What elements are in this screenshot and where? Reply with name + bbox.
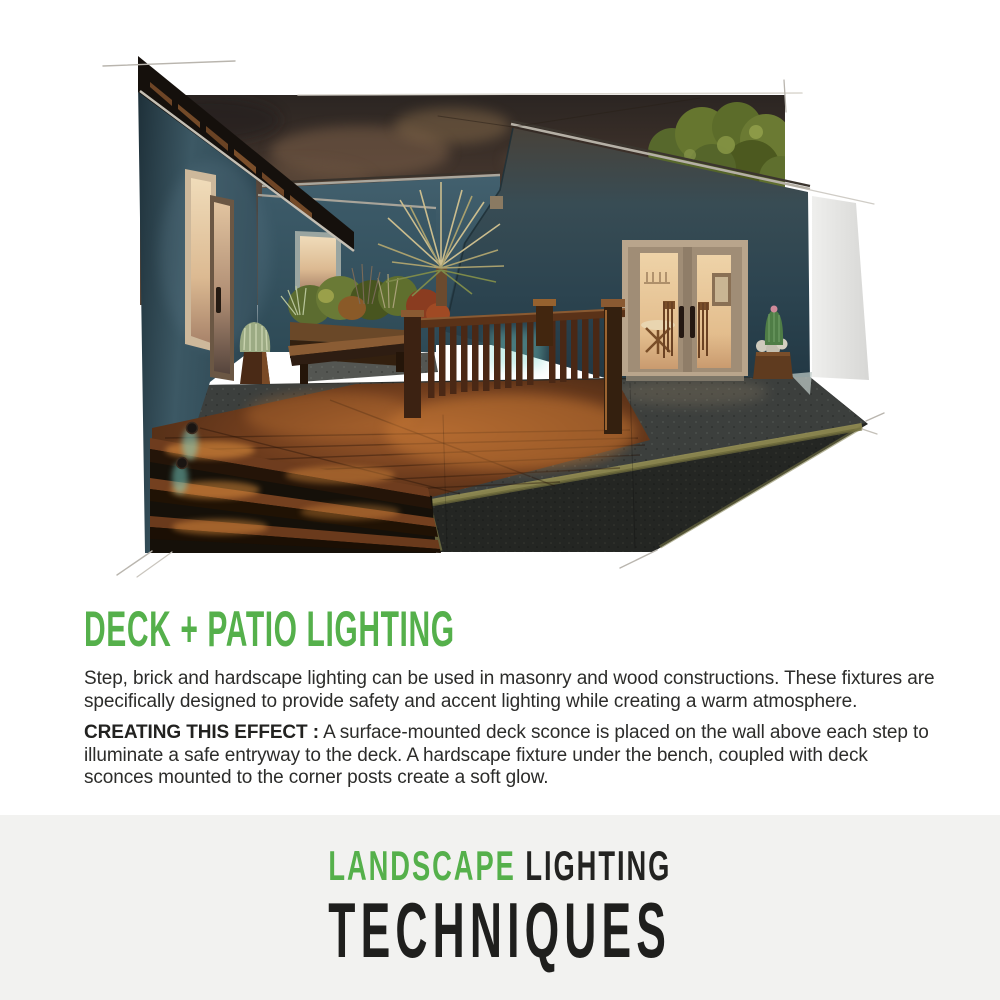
- barrel-cactus: [240, 322, 270, 384]
- door-handle-left: [679, 306, 684, 338]
- footer-subtitle: [0, 842, 1000, 889]
- intro-paragraph: Step, brick and hardscape lighting can be used in masonry and wood constructions. These fixtures are specifically designed to provide safety and accent lighting while creating a warm atmosphere.: [84, 668, 935, 712]
- footer-subtitle-rest: LIGHTING: [515, 842, 672, 889]
- gable-vent: [490, 196, 503, 209]
- effect-label: CREATING THIS EFFECT :: [84, 722, 319, 743]
- sconce-icon: [187, 423, 198, 434]
- footer-subtitle-accent: LANDSCAPE: [328, 842, 516, 889]
- sconce-icon: [177, 458, 188, 469]
- footer-band: [0, 815, 1000, 1000]
- door-handle-right: [690, 306, 695, 338]
- footer-title: [0, 886, 1000, 974]
- page-title: DECK + PATIO LIGHTING: [84, 601, 455, 657]
- rail-post: [404, 316, 421, 418]
- effect-text: A surface-mounted deck sconce is placed on the wall above each step to illuminate a safe entryway to the deck. A hardscape fixture under the bench, coupled with deck sconces mounted to the corner posts create a soft glow.: [84, 722, 929, 788]
- french-doors: [622, 240, 748, 381]
- glass-door: [210, 195, 234, 381]
- cactus-flower: [771, 306, 778, 313]
- effect-paragraph: [84, 722, 936, 790]
- white-side-panel: [812, 196, 869, 380]
- article-section: [84, 601, 936, 790]
- door-handle: [216, 287, 221, 313]
- picture-frame: [715, 277, 728, 302]
- deck-light-glow: [385, 394, 635, 470]
- footer-title-text: TECHNIQUES: [328, 886, 672, 974]
- corner-post: [536, 304, 553, 346]
